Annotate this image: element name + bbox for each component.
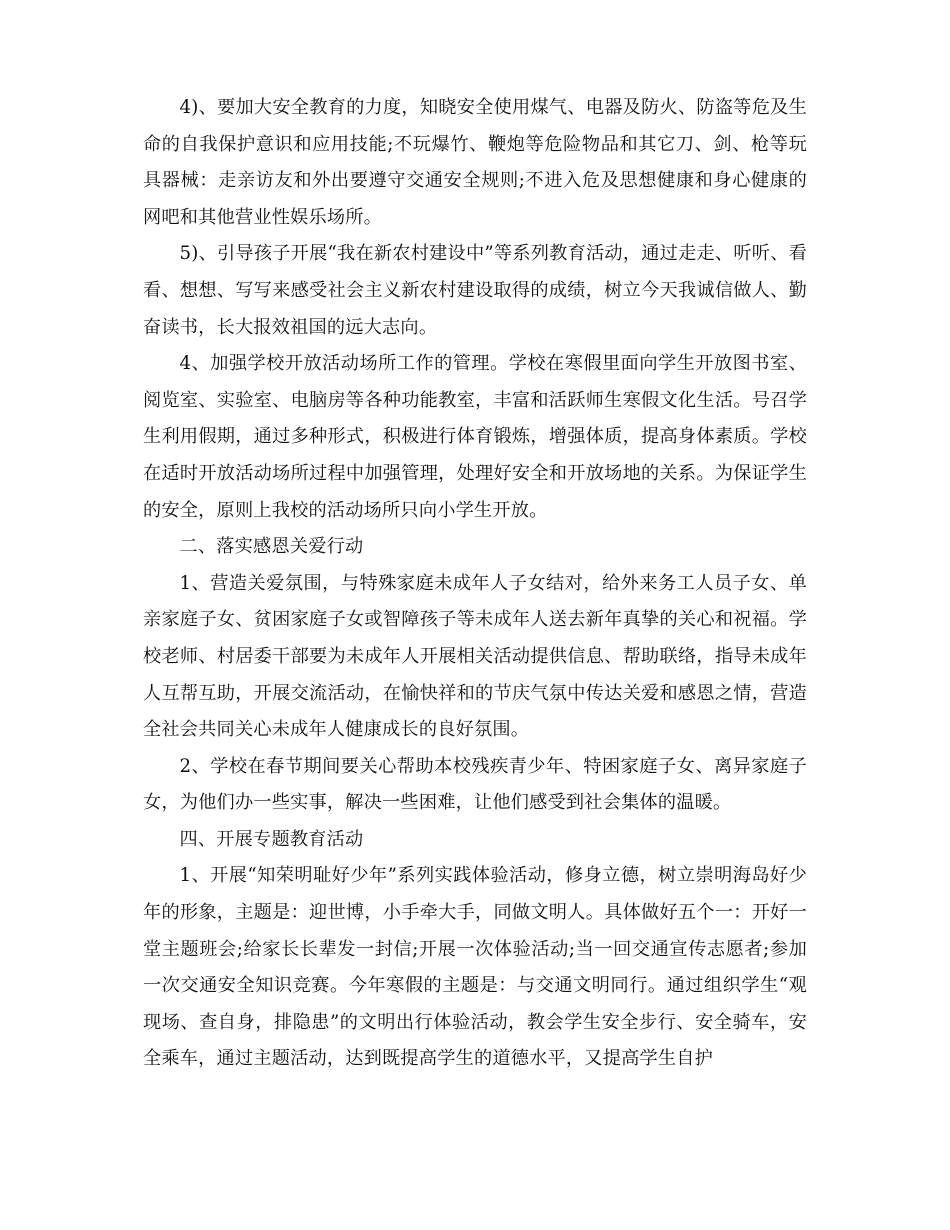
- paragraph-spring-festival-help: 2、学校在春节期间要关心帮助本校残疾青少年、特困家庭子女、离异家庭子女，为他们办一些实事，解决一些困难，让他们感受到社会集体的温暖。: [143, 755, 807, 814]
- document-body: [143, 90, 807, 1078]
- paragraph-honor-youth-activity: 1、开展“知荣明耻好少年”系列实践体验活动，修身立德，树立崇明海岛好少年的形象，主题是：迎世博，小手牵大手，同做文明人。具体做好五个一：开好一堂主题班会;给家长长辈发一封信;开展一次体验活动;当一回交通宣传志愿者;参加一次交通安全知识竞赛。今年寒假的主题是：与交通文明同行。通过组织学生“观现场、查自身，排隐患”的文明出行体验活动，教会学生安全步行、安全骑车，安全乘车，通过主题活动，达到既提高学生的道德水平，又提高学生自护: [143, 865, 807, 1070]
- section-heading-special-education: 四、开展专题教育活动: [179, 828, 364, 850]
- paragraph-new-village-activity: 5)、引导孩子开展“我在新农村建设中”等系列教育活动，通过走走、听听、看看、想想、写写来感受社会主义新农村建设取得的成绩，树立今天我诚信做人、勤奋读书，长大报效祖国的远大志向。: [143, 243, 807, 338]
- paragraph-safety-education: 4)、要加大安全教育的力度，知晓安全使用煤气、电器及防火、防盗等危及生命的自我保护意识和应用技能;不玩爆竹、鞭炮等危险物品和其它刀、剑、枪等玩具器械：走亲访友和外出要遵守交通安全规则;不进入危及思想健康和身心健康的网吧和其他营业性娱乐场所。: [143, 97, 807, 228]
- paragraph-care-atmosphere: 1、营造关爱氛围，与特殊家庭未成年人子女结对，给外来务工人员子女、单亲家庭子女、贫困家庭子女或智障孩子等未成年人送去新年真挚的关心和祝福。学校老师、村居委干部要为未成年人开展相关活动提供信息、帮助联络，指导未成年人互帮互助，开展交流活动，在愉快祥和的节庆气氛中传达关爱和感恩之情，营造全社会共同关心未成年人健康成长的良好氛围。: [143, 572, 807, 741]
- paragraph-school-venue-management: 4、加强学校开放活动场所工作的管理。学校在寒假里面向学生开放图书室、阅览室、实验室、电脑房等各种功能教室，丰富和活跃师生寒假文化生活。号召学生利用假期，通过多种形式，积极进行体育锻炼，增强体质，提高身体素质。学校在适时开放活动场所过程中加强管理，处理好安全和开放场地的关系。为保证学生的安全，原则上我校的活动场所只向小学生开放。: [143, 353, 807, 521]
- section-heading-gratitude-care: 二、落实感恩关爱行动: [179, 536, 364, 558]
